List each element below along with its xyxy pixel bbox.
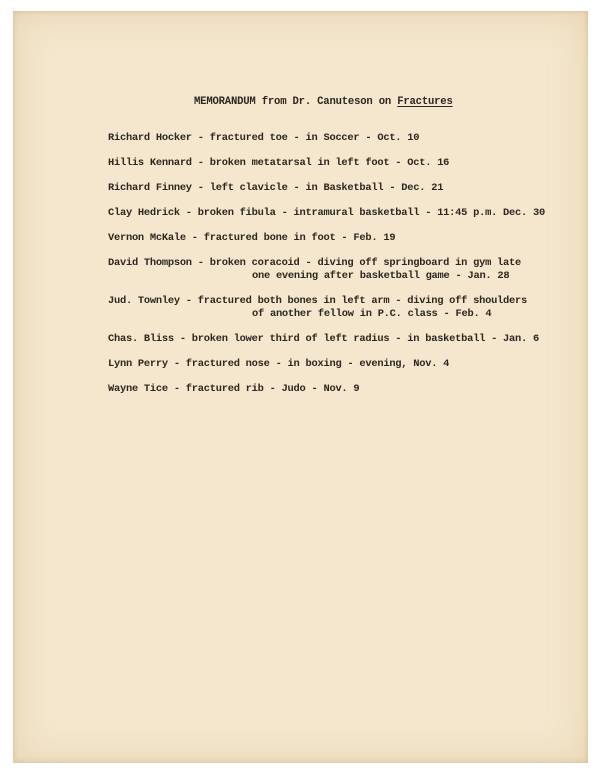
fracture-entry bbox=[108, 157, 545, 170]
fracture-entry bbox=[108, 257, 545, 283]
fracture-entry-line: Wayne Tice - fractured rib - Judo - Nov. 9 bbox=[108, 383, 360, 395]
fracture-entry-continuation: of another fellow in P.C. class - Feb. 4 bbox=[252, 308, 492, 320]
fracture-entry-line: Hillis Kennard - broken metatarsal in left foot - Oct. 16 bbox=[108, 157, 450, 169]
fracture-entry bbox=[108, 207, 545, 220]
fracture-entry-line: Richard Hocker - fractured toe - in Soccer - Oct. 10 bbox=[108, 132, 420, 144]
fracture-entry-line: Clay Hedrick - broken fibula - intramural basketball - 11:45 p.m. Dec. 30 bbox=[108, 207, 545, 219]
fracture-entry-line: Vernon McKale - fractured bone in foot - Feb. 19 bbox=[108, 232, 396, 244]
fracture-list bbox=[108, 132, 545, 408]
memo-title bbox=[194, 96, 453, 108]
fracture-entry bbox=[108, 295, 545, 321]
fracture-entry-line: David Thompson - broken coracoid - diving off springboard in gym late bbox=[108, 257, 521, 269]
fracture-entry-line: Chas. Bliss - broken lower third of left radius - in basketball - Jan. 6 bbox=[108, 333, 539, 345]
fracture-entry bbox=[108, 182, 545, 195]
fracture-entry bbox=[108, 333, 545, 346]
fracture-entry bbox=[108, 358, 545, 371]
fracture-entry-line: Richard Finney - left clavicle - in Basketball - Dec. 21 bbox=[108, 182, 444, 194]
fracture-entry-line: Jud. Townley - fractured both bones in left arm - diving off shoulders bbox=[108, 295, 527, 307]
fracture-entry-line: Lynn Perry - fractured nose - in boxing - evening, Nov. 4 bbox=[108, 358, 450, 370]
fracture-entry bbox=[108, 132, 545, 145]
memo-page bbox=[13, 11, 588, 763]
fracture-entry-continuation: one evening after basketball game - Jan. 28 bbox=[252, 270, 510, 282]
fracture-entry bbox=[108, 383, 545, 396]
fracture-entry bbox=[108, 232, 545, 245]
memo-title-prefix: MEMORANDUM from Dr. Canuteson on bbox=[194, 96, 398, 108]
memo-title-subject: Fractures bbox=[397, 96, 453, 108]
